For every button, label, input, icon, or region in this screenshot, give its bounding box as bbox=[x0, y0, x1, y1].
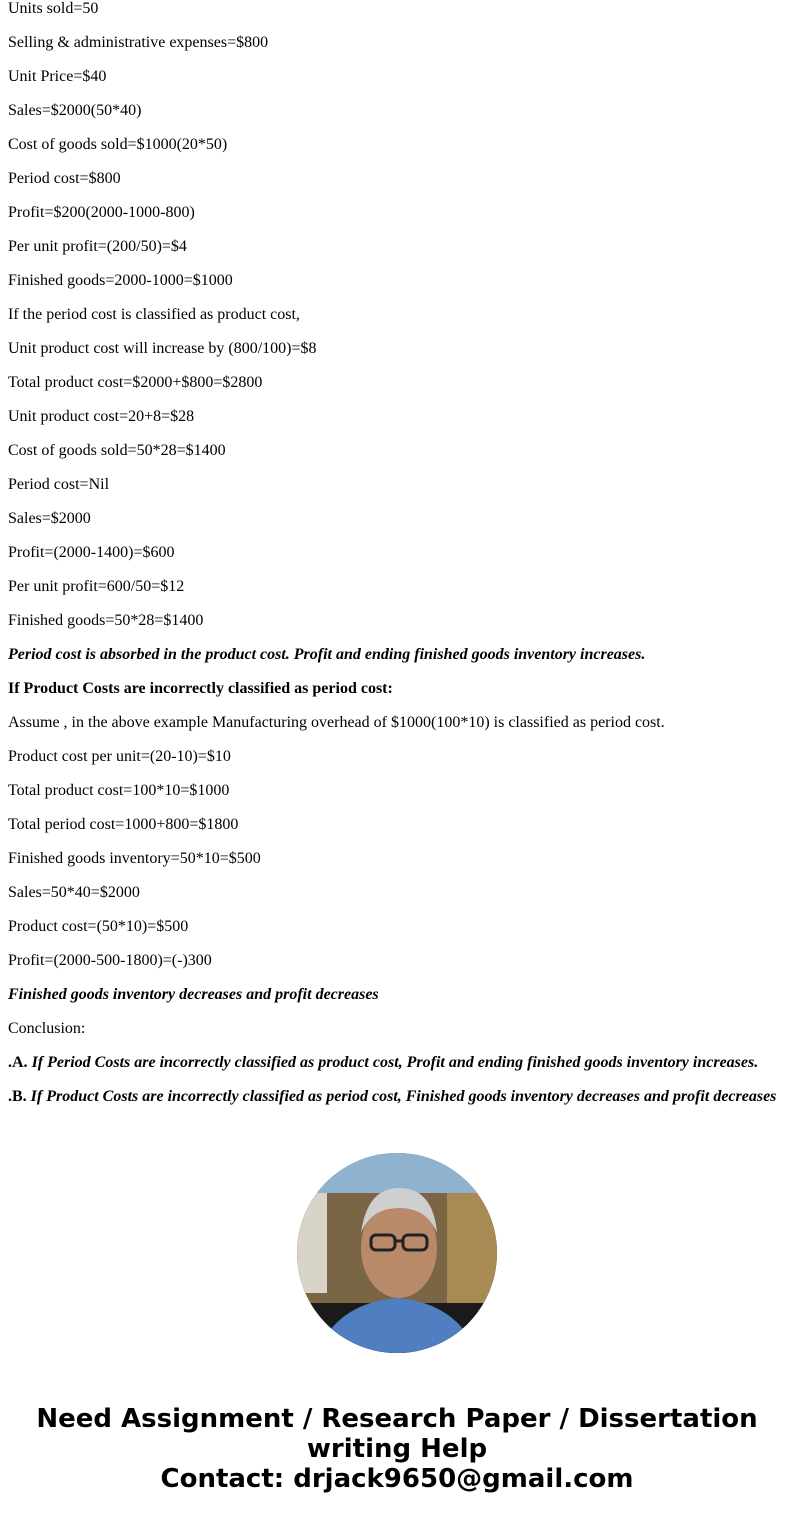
footer-line: writing Help bbox=[306, 1434, 488, 1464]
text-line: If the period cost is classified as product cost, bbox=[8, 306, 300, 323]
footer-line: Need Assignment / Research Paper / Dissertation bbox=[36, 1404, 758, 1434]
text-line: Product cost=(50*10)=$500 bbox=[8, 918, 189, 935]
text-line: Unit product cost=20+8=$28 bbox=[8, 408, 195, 425]
text-line: Assume , in the above example Manufacturing overhead of $1000(100*10) is classified as period cost. bbox=[8, 714, 665, 731]
text-line: Finished goods inventory decreases and profit decreases bbox=[8, 986, 379, 1003]
conclusion-a: .A. If Period Costs are incorrectly classified as product cost, Profit and ending finished goods inventory increases. bbox=[8, 1054, 759, 1071]
text-line: If Product Costs are incorrectly classified as period cost: bbox=[8, 680, 393, 697]
text-line: Finished goods inventory=50*10=$500 bbox=[8, 850, 261, 867]
text-line: Unit Price=$40 bbox=[8, 68, 107, 85]
text-line: Finished goods=2000-1000=$1000 bbox=[8, 272, 233, 289]
text-line: Total product cost=100*10=$1000 bbox=[8, 782, 230, 799]
text-line: Period cost=Nil bbox=[8, 476, 110, 493]
text-line: Profit=$200(2000-1000-800) bbox=[8, 204, 195, 221]
text-line: Selling & administrative expenses=$800 bbox=[8, 34, 269, 51]
answer-lines bbox=[8, 0, 776, 1038]
document-body bbox=[8, 0, 776, 1122]
text-line: Sales=$2000 bbox=[8, 510, 91, 527]
text-line: Unit product cost will increase by (800/100)=$8 bbox=[8, 340, 317, 357]
text-line: Period cost=$800 bbox=[8, 170, 121, 187]
text-line: Product cost per unit=(20-10)=$10 bbox=[8, 748, 231, 765]
text-line: Period cost is absorbed in the product cost. Profit and ending finished goods inventory increases. bbox=[8, 646, 646, 663]
text-line: Conclusion: bbox=[8, 1020, 86, 1037]
text-line: Sales=50*40=$2000 bbox=[8, 884, 140, 901]
person-photo-icon bbox=[297, 1153, 497, 1353]
text-line: Sales=$2000(50*40) bbox=[8, 102, 142, 119]
contact-footer bbox=[0, 1404, 794, 1494]
text-line: Cost of goods sold=50*28=$1400 bbox=[8, 442, 226, 459]
text-line: Finished goods=50*28=$1400 bbox=[8, 612, 204, 629]
author-avatar bbox=[297, 1153, 497, 1353]
text-line: Total product cost=$2000+$800=$2800 bbox=[8, 374, 263, 391]
conclusion-b: .B. If Product Costs are incorrectly classified as period cost, Finished goods inventory decreases and profit decreases bbox=[8, 1088, 777, 1105]
text-line: Per unit profit=600/50=$12 bbox=[8, 578, 185, 595]
text-line: Units sold=50 bbox=[8, 0, 99, 17]
text-line: Cost of goods sold=$1000(20*50) bbox=[8, 136, 228, 153]
text-line: Total period cost=1000+800=$1800 bbox=[8, 816, 239, 833]
text-line: Per unit profit=(200/50)=$4 bbox=[8, 238, 187, 255]
contact-email: Contact: drjack9650@gmail.com bbox=[160, 1464, 634, 1494]
text-line: Profit=(2000-1400)=$600 bbox=[8, 544, 175, 561]
text-line: Profit=(2000-500-1800)=(-)300 bbox=[8, 952, 212, 969]
